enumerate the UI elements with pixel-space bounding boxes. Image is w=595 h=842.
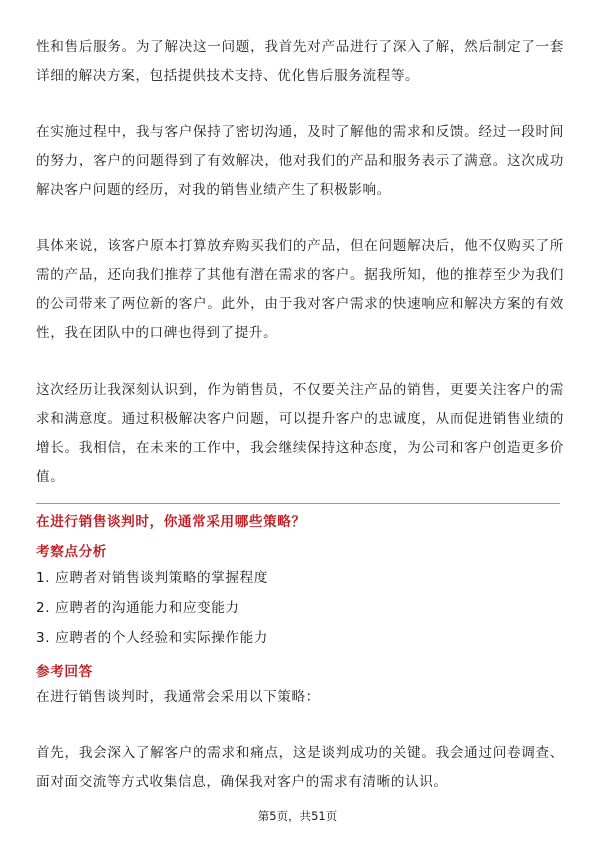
answer-heading: 参考回答 (36, 664, 93, 680)
answer-intro: 在进行销售谈判时，我通常会采用以下策略： (36, 689, 320, 705)
body-paragraph: 具体来说，该客户原本打算放弃购买我们的产品，但在问题解决后，他不仅购买了所需的产品，还向我们推荐了其他有潜在需求的客户。据我所知，他的推荐至少为我们的公司带来了两位新的客户。此外，由于我对客户需求的快速响应和解决方案的有效性，我在团队中的口碑也得到了提升。 (36, 238, 564, 341)
body-paragraph: 这次经历让我深刻认识到，作为销售员，不仅要关注产品的销售，更要关注客户的需求和满意度。通过积极解决客户问题，可以提升客户的忠诚度，从而促进销售业绩的增长。我相信，在未来的工作中，我会继续保持这种态度，为公司和客户创造更多价值。 (36, 382, 564, 485)
page-number: 第5页，共51页 (257, 809, 338, 823)
analysis-item: 1. 应聘者对销售谈判策略的掌握程度 (36, 570, 268, 586)
section-divider (36, 503, 560, 504)
question-title: 在进行销售谈判时，你通常采用哪些策略？ (36, 514, 306, 530)
analysis-heading: 考察点分析 (36, 544, 107, 560)
body-paragraph: 性和售后服务。为了解决这一问题，我首先对产品进行了深入了解，然后制定了一套详细的解决方案，包括提供技术支持、优化售后服务流程等。 (36, 39, 564, 84)
answer-paragraph: 首先，我会深入了解客户的需求和痛点，这是谈判成功的关键。我会通过问卷调查、面对面交流等方式收集信息，确保我对客户的需求有清晰的认识。 (36, 745, 564, 790)
analysis-item: 2. 应聘者的沟通能力和应变能力 (36, 600, 240, 616)
body-paragraph: 在实施过程中，我与客户保持了密切沟通，及时了解他的需求和反馈。经过一段时间的努力，客户的问题得到了有效解决，他对我们的产品和服务表示了满意。这次成功解决客户问题的经历，对我的销售业绩产生了积极影响。 (36, 124, 564, 198)
analysis-item: 3. 应聘者的个人经验和实际操作能力 (36, 630, 268, 646)
